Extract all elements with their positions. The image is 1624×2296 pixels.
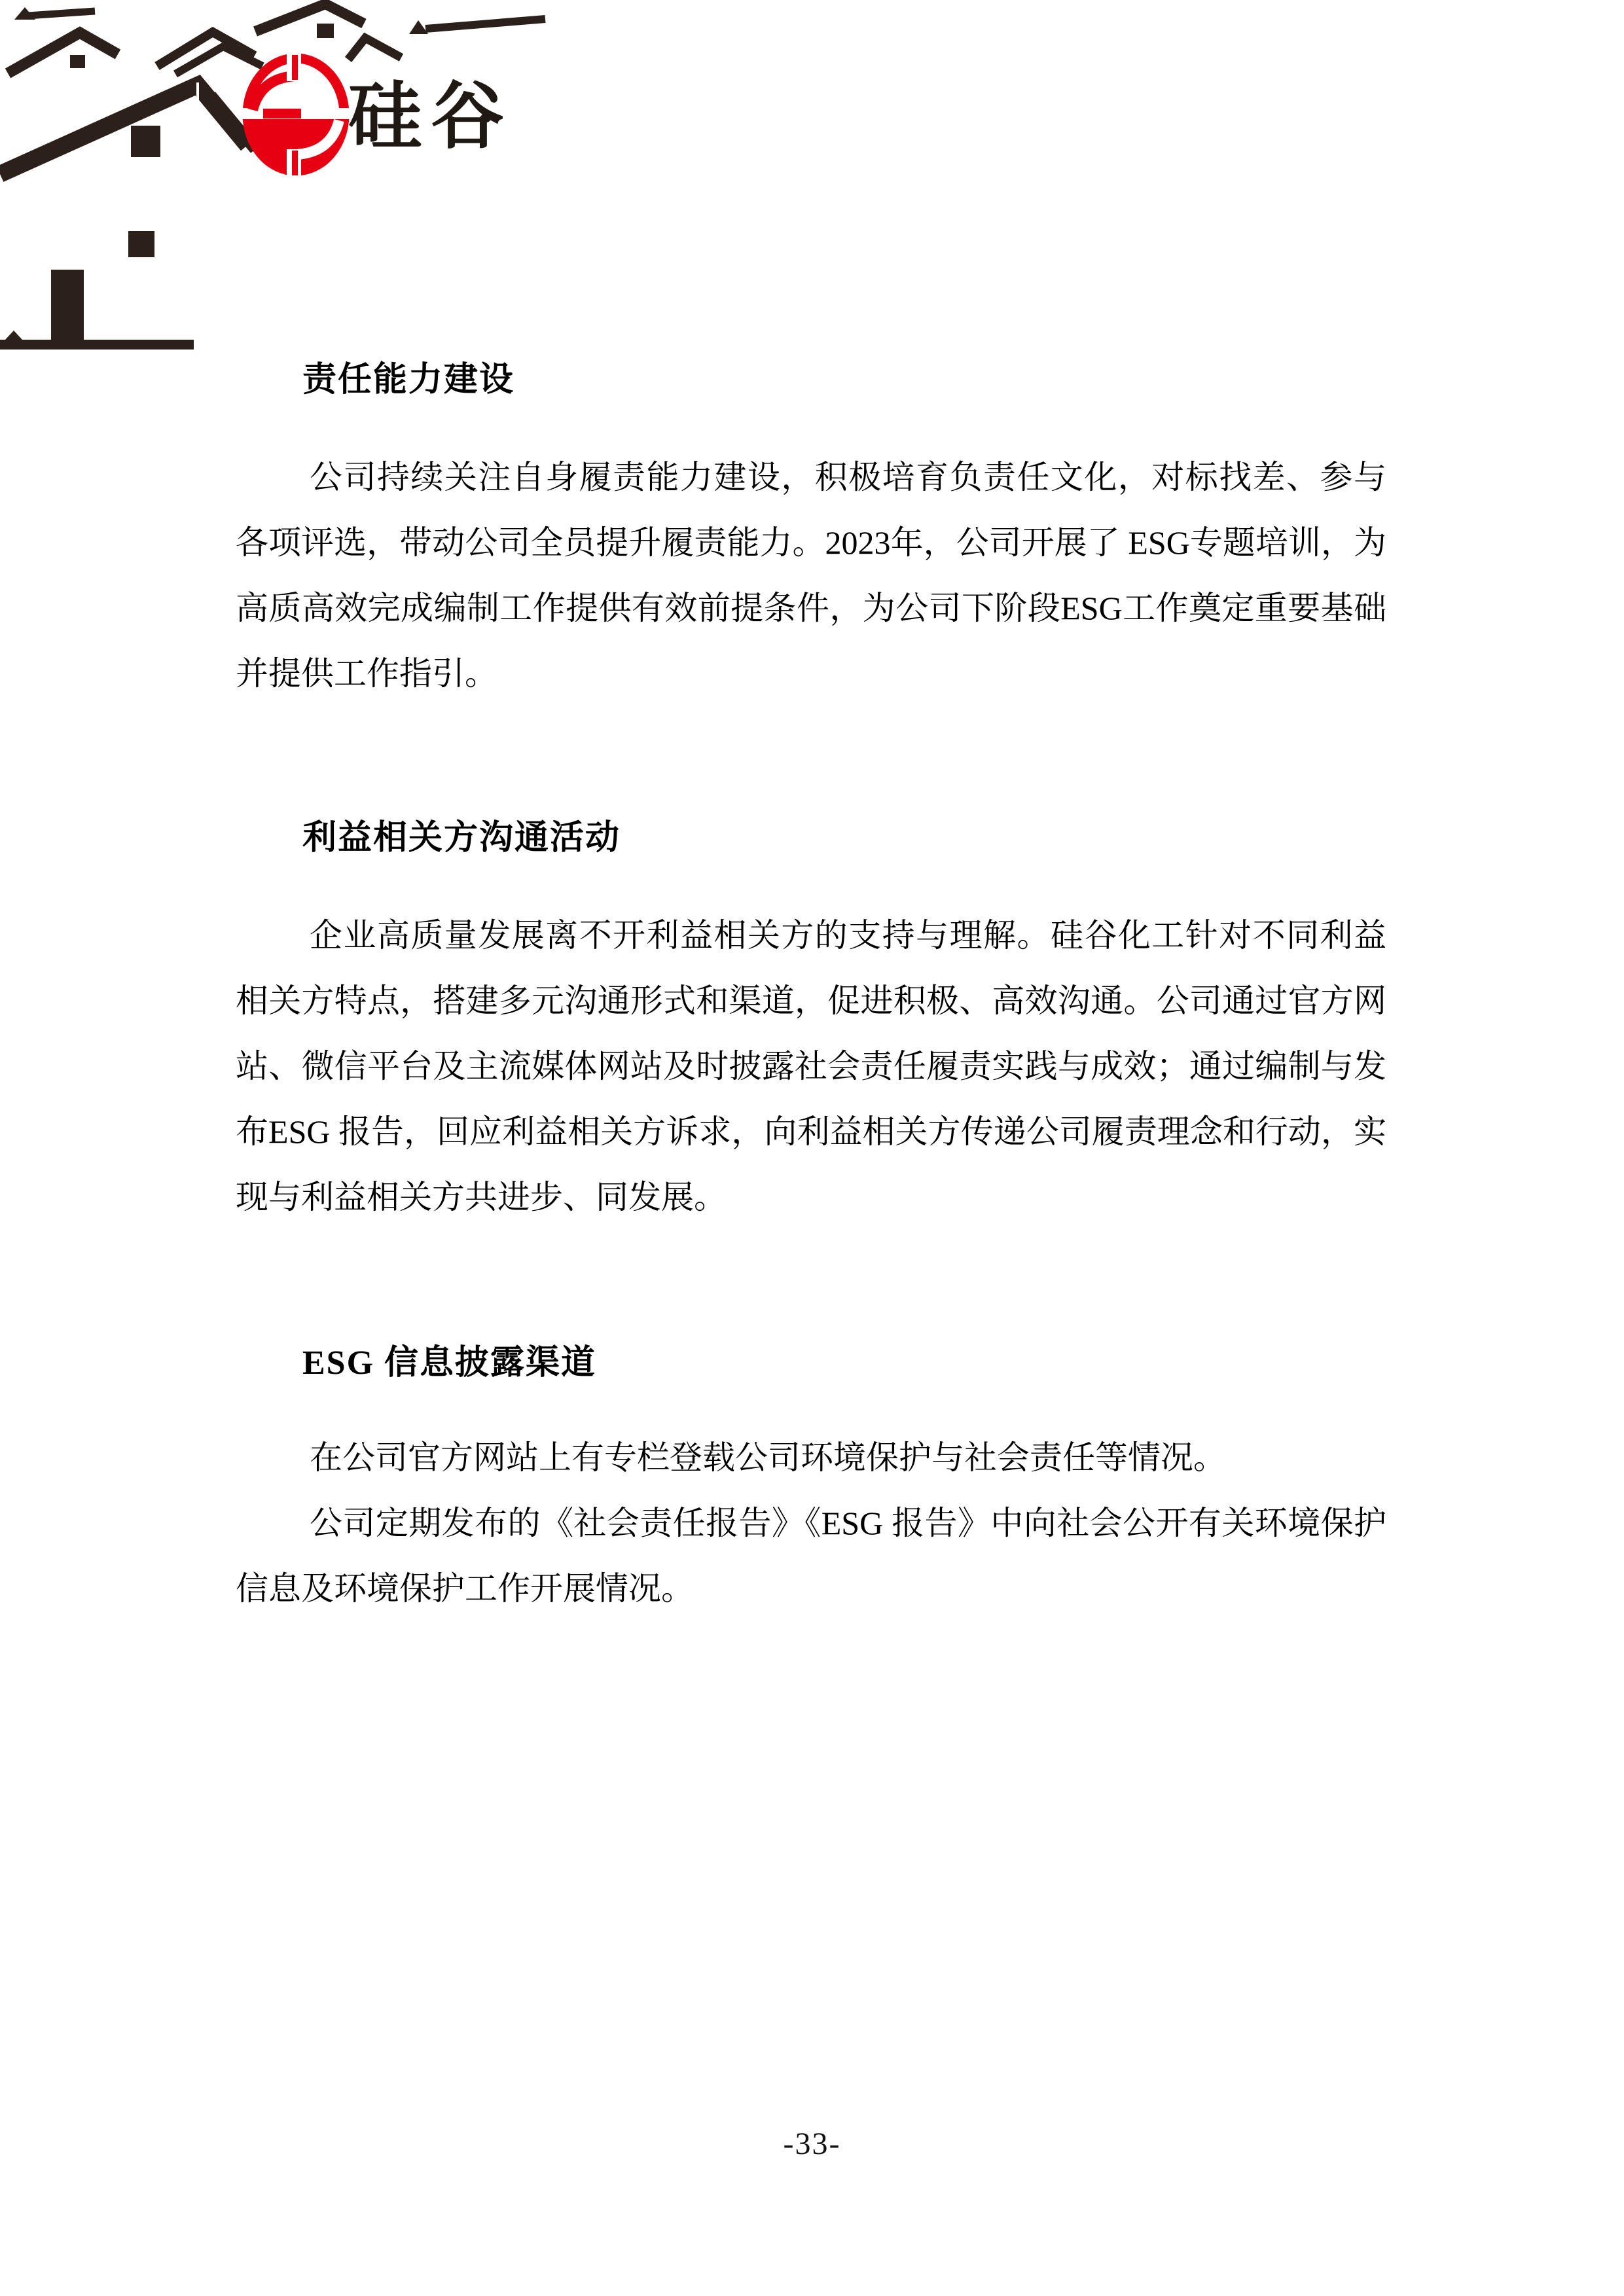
section-paragraph: 公司定期发布的《社会责任报告》《ESG 报告》中向社会公开有关环境保护信息及环境保护工作开展情况。 xyxy=(236,1505,1386,1607)
section-paragraph: 在公司官方网站上有专栏登载公司环境保护与社会责任等情况。 xyxy=(310,1439,1226,1476)
section-heading-esg-disclosure-channels: ESG 信息披露渠道 xyxy=(302,1344,597,1382)
section-paragraph: 企业高质量发展离不开利益相关方的支持与理解。硅谷化工针对不同利益相关方特点，搭建多元沟通形式和渠道，促进积极、高效沟通。公司通过官方网站、微信平台及主流媒体网站及时披露社会责任履责实践与成效；通过编制与发布ESG 报告，回应利益相关方诉求，向利益相关方传递公司履责理念和行动，实现与利益相关方共进步、同发展。 xyxy=(236,917,1386,1215)
content-area xyxy=(236,0,1386,1621)
logo-brand-text: 硅谷 xyxy=(348,75,513,157)
section-heading-responsibility-capacity: 责任能力建设 xyxy=(302,361,515,399)
page-number: -33- xyxy=(783,2126,841,2161)
section-paragraph: 公司持续关注自身履责能力建设，积极培育负责任文化，对标找差、参与各项评选，带动公司全员提升履责能力。2023年，公司开展了 ESG专题培训，为高质高效完成编制工作提供有效前提条件，为公司下阶段ESG工作奠定重要基础并提供工作指引。 xyxy=(236,459,1386,692)
section-heading-stakeholder-communication: 利益相关方沟通活动 xyxy=(302,819,621,857)
